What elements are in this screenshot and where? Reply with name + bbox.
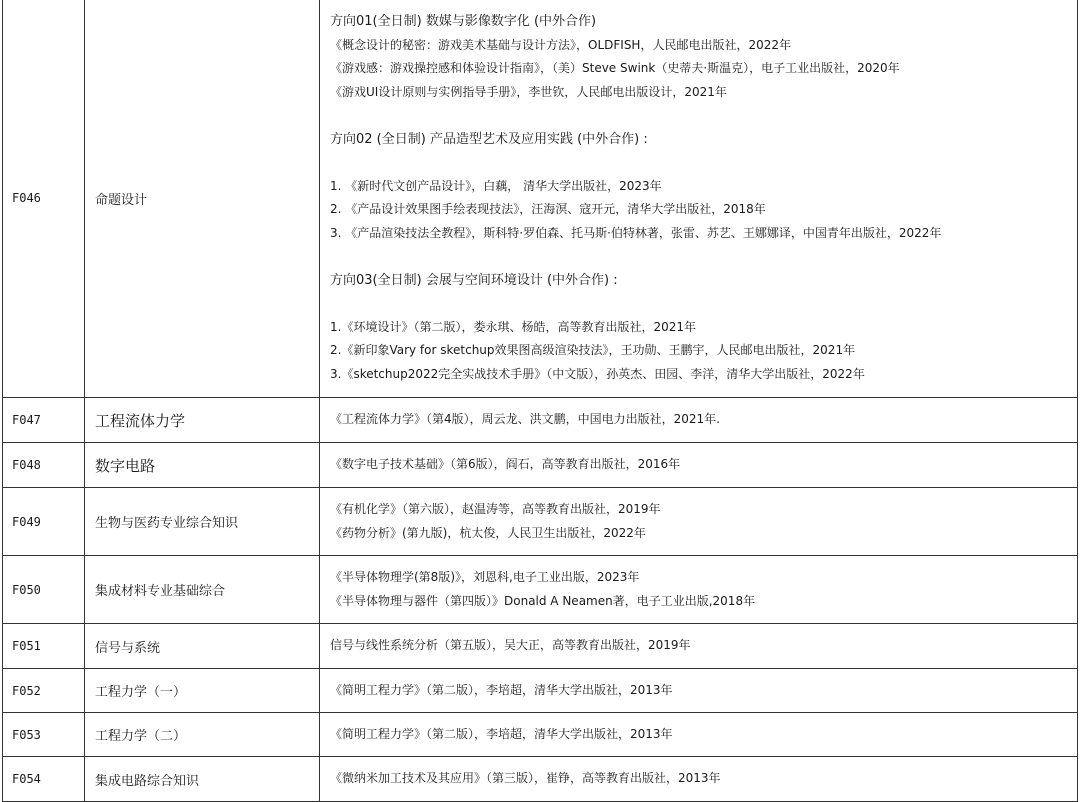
book-line: 《工程流体力学》（第4版），周云龙、洪文鹏，中国电力出版社，2021年.: [330, 412, 720, 427]
book-line: 《简明工程力学》（第二版），李培超，清华大学出版社，2013年: [330, 682, 673, 697]
course-code: F048: [3, 443, 85, 488]
book-line: 3. 《产品渲染技法全教程》，斯科特·罗伯森、托马斯·伯特林著，张雷、苏艺、王娜娜译，中国青年出版社，2022年: [330, 225, 942, 240]
course-name: 数字电路: [85, 443, 320, 488]
book-line: 《数字电子技术基础》（第6版），阎石，高等教育出版社，2016年: [330, 457, 681, 472]
book-line: 《简明工程力学》（第二版），李培超，清华大学出版社，2013年: [330, 726, 673, 741]
table-row: [3, 488, 1078, 556]
table-row: [3, 624, 1078, 669]
book-line: 《游戏UI设计原则与实例指导手册》，李世钦，人民邮电出版设计，2021年: [330, 84, 727, 99]
course-code: F047: [3, 398, 85, 443]
table-row: [3, 556, 1078, 624]
course-code: F050: [3, 556, 85, 624]
reference-books: [320, 713, 1078, 757]
direction-title: 方向03(全日制) 会展与空间环境设计 (中外合作) :: [330, 272, 618, 288]
course-name: 集成电路综合知识: [85, 757, 320, 802]
book-line: 《半导体物理学(第8版)》，刘恩科,电子工业出版，2023年: [330, 570, 640, 584]
table-row: [3, 443, 1078, 488]
book-line: 《微纳米加工技术及其应用》（第三版），崔铮，高等教育出版社，2013年: [330, 771, 721, 786]
reference-books: [320, 556, 1078, 624]
reference-books: [320, 0, 1078, 398]
book-table: [2, 0, 1078, 802]
table-row: [3, 0, 1078, 398]
course-name: 生物与医药专业综合知识: [85, 488, 320, 556]
reference-books: [320, 443, 1078, 488]
book-line: 《概念设计的秘密：游戏美术基础与设计方法》，OLDFISH，人民邮电出版社，2022年: [330, 37, 791, 52]
course-name: 命题设计: [85, 0, 320, 398]
table-row: [3, 757, 1078, 802]
course-name: 工程力学（二）: [85, 713, 320, 757]
book-line: 《药物分析》(第九版)，杭太俊，人民卫生出版社，2022年: [330, 525, 646, 540]
book-line: 《游戏感：游戏操控感和体验设计指南》，（美）Steve Swink（史蒂夫·斯温克），电子工业出版社，2020年: [330, 61, 900, 75]
course-code: F052: [3, 669, 85, 713]
book-line: 1.《环境设计》（第二版），娄永琪、杨皓，高等教育出版社，2021年: [330, 319, 696, 334]
book-line: 1. 《新时代文创产品设计》，白藕， 清华大学出版社，2023年: [330, 178, 662, 193]
direction-title: 方向02 (全日制) 产品造型艺术及应用实践 (中外合作) :: [330, 131, 648, 147]
reference-books: [320, 624, 1078, 669]
course-name: 集成材料专业基础综合: [85, 556, 320, 624]
reference-books: [320, 757, 1078, 802]
table-row: [3, 669, 1078, 713]
direction-title: 方向01(全日制) 数媒与影像数字化 (中外合作): [330, 14, 597, 29]
book-line: 《半导体物理与器件（第四版）》Donald A Neamen著，电子工业出版,2018年: [330, 593, 756, 608]
course-code: F053: [3, 713, 85, 757]
book-line: 2. 《产品设计效果图手绘表现技法》，汪海溟、寇开元，清华大学出版社，2018年: [330, 202, 766, 216]
course-code: F054: [3, 757, 85, 802]
reference-books: [320, 669, 1078, 713]
reference-books: [320, 398, 1078, 443]
book-line: 3.《sketchup2022完全实战技术手册》（中文版），孙英杰、田园、李洋，清华大学出版社，2022年: [330, 366, 865, 381]
reference-books: [320, 488, 1078, 556]
book-line: 2.《新印象Vary for sketchup效果图高级渲染技法》，王功勋、王鹏宇，人民邮电出版社，2021年: [330, 343, 856, 357]
course-name: 工程流体力学: [85, 398, 320, 443]
book-line: 《有机化学》（第六版），赵温涛等，高等教育出版社，2019年: [330, 502, 661, 516]
course-code: F049: [3, 488, 85, 556]
course-code: F046: [3, 0, 85, 398]
table-row: [3, 713, 1078, 757]
course-name: 信号与系统: [85, 624, 320, 669]
table-row: [3, 398, 1078, 443]
book-line: 信号与线性系统分析（第五版），吴大正，高等教育出版社，2019年: [330, 638, 691, 653]
course-name: 工程力学（一）: [85, 669, 320, 713]
course-code: F051: [3, 624, 85, 669]
